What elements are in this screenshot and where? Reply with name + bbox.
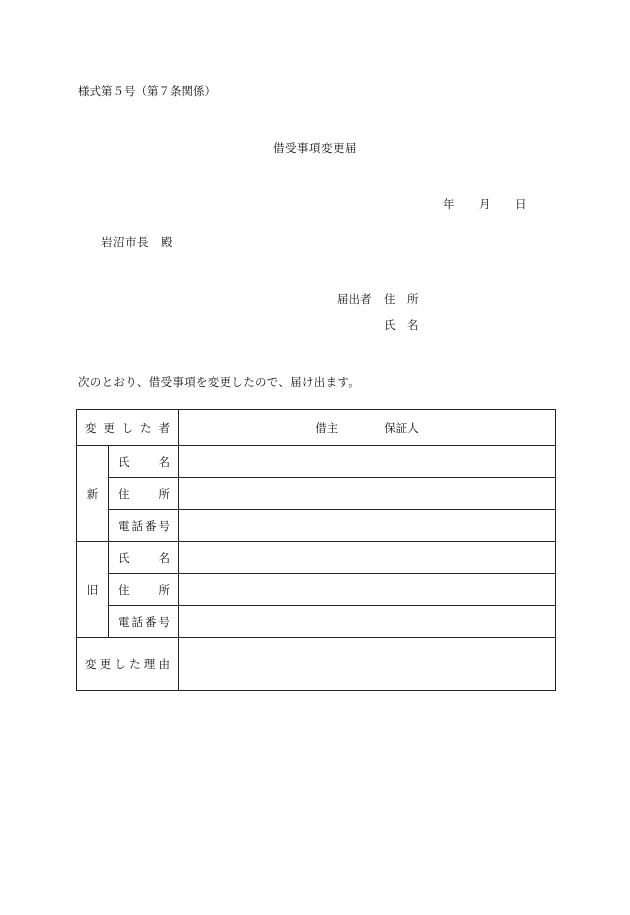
reason-row (77, 638, 556, 691)
applicant-address-label: 住 所 (384, 292, 419, 306)
old-address-row (77, 574, 556, 606)
statement-text: 次のとおり、借受事項を変更したので、届け出ます。 (78, 375, 361, 389)
new-address-input[interactable] (179, 478, 556, 510)
field-label-address: 住 所 (109, 574, 179, 606)
field-label-address: 住 所 (109, 478, 179, 510)
change-form-table (76, 409, 556, 691)
old-phone-input[interactable] (179, 606, 556, 638)
date-month-label: 月 (479, 197, 491, 211)
reason-label: 変 更 し た 理 由 (85, 657, 170, 671)
role-option-borrower[interactable]: 借主 (315, 420, 339, 435)
field-label-name: 氏 名 (109, 446, 179, 478)
applicant-label: 届出者 (337, 292, 372, 306)
role-option-guarantor[interactable]: 保証人 (384, 420, 419, 435)
changer-label-cell (77, 410, 179, 446)
old-name-row (77, 542, 556, 574)
field-label-phone: 電 話 番 号 (109, 510, 179, 542)
field-label-name: 氏 名 (109, 542, 179, 574)
group-label-old: 旧 (77, 542, 109, 638)
old-address-input[interactable] (179, 574, 556, 606)
new-phone-input[interactable] (179, 510, 556, 542)
new-name-row (77, 446, 556, 478)
changer-label: 変 更 し た 者 (85, 420, 170, 435)
reason-label-cell (77, 638, 179, 691)
header-row (77, 410, 556, 446)
form-number: 様式第５号（第７条関係） (78, 84, 216, 98)
document-title: 借受事項変更届 (273, 141, 357, 155)
date-year-label: 年 (443, 197, 455, 211)
old-phone-row (77, 606, 556, 638)
field-label-phone: 電 話 番 号 (109, 606, 179, 638)
new-name-input[interactable] (179, 446, 556, 478)
old-name-input[interactable] (179, 542, 556, 574)
applicant-name-label: 氏 名 (384, 318, 419, 332)
new-address-row (77, 478, 556, 510)
role-options-cell[interactable] (179, 410, 556, 446)
date-day-label: 日 (515, 197, 527, 211)
reason-input[interactable] (179, 638, 556, 691)
new-phone-row (77, 510, 556, 542)
addressee: 岩沼市長 殿 (101, 235, 173, 249)
group-label-new: 新 (77, 446, 109, 542)
